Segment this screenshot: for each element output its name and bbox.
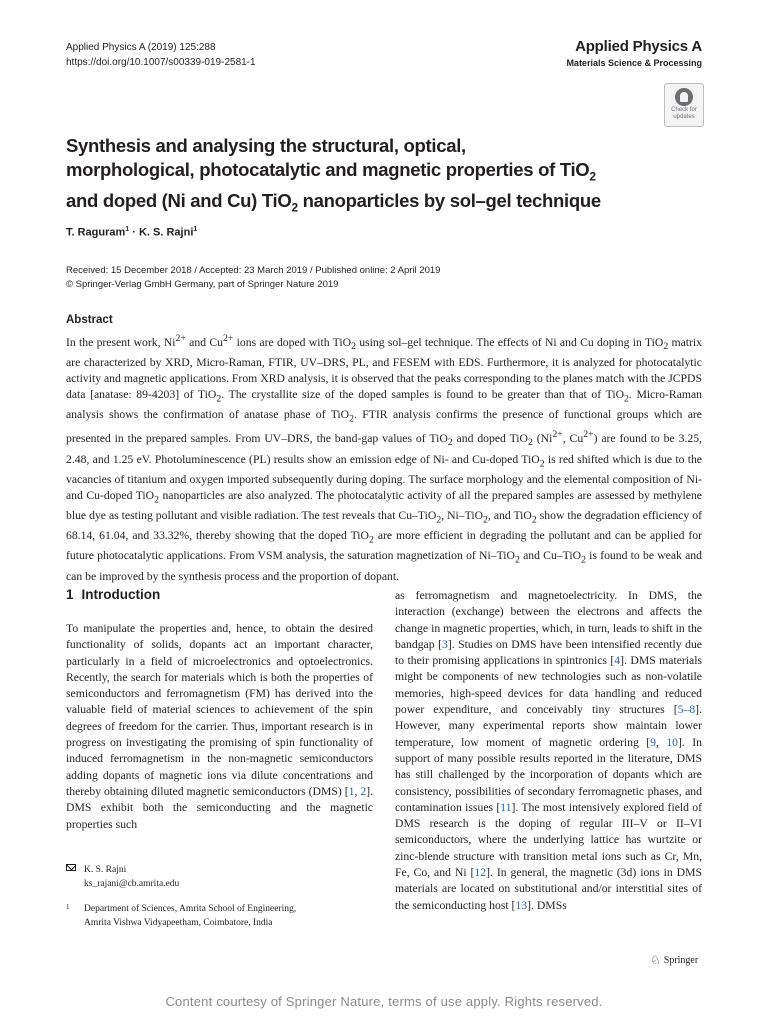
- envelope-icon: [66, 864, 76, 871]
- author-name[interactable]: T. Raguram: [66, 226, 126, 239]
- abstract-text: In the present work, $Ni^{2+}$ and $Cu^{2+}$ ions are doped with TiO$_2$ using sol–gel technique. The effects of Ni and Cu doping in TiO$_2$ matrix are characterized by XRD, Micro-Raman, FTIR, UV–DRS, PL, and FESEM with EDS. Furthermore, it is analyzed for photocatalytic activity and magnetic applications. From XRD analysis, it is observed that the peaks corresponding to the planes match with the JCPDS data [anatase: 89-4203] of TiO$_2$. The crystallite size of the doped samples is found to be greater than that of TiO$_2$. Micro-Raman analysis shows the confirmation of anatase phase of TiO$_2$. FTIR analysis confirms the presence of functional groups which are presented in the prepared samples. From UV–DRS, the band-gap values of TiO$_2$ and doped TiO$_2$ ($Ni^{2+}$, $Cu^{2+}$) are found to be 3.25, 2.48, and 1.25 eV. Photoluminescence (PL) results show an emission edge of Ni- and Cu-doped TiO$_2$ is red shifted which is due to the vacancies of titanium and oxygen imported subsequently during doping. The surface morphology and the elemental composition of Ni- and Cu-doped TiO$_2$ nanoparticles are also analyzed. The photocatalytic activity of all the prepared samples are assessed by methylene blue dye as testing pollutant and visible radiation. The test reveals that Cu–TiO$_2$, Ni–TiO$_2$, and TiO$_2$ show the degradation efficiency of 68.14, 61.04, and 33.32%, thereby showing that the doped TiO$_2$ are more efficient in degrading the pollutant and can be applied for future photocatalytic applications. From VSM analysis, the saturation magnetization of Ni–TiO$_2$ and Cu–TiO$_2$ is found to be weak and can be improved by the synthesis process and the proportion of dopant.: [66, 333, 703, 583]
- journal-name: Applied Physics A: [575, 38, 702, 55]
- abstract-heading: Abstract: [66, 314, 113, 326]
- corresponding-author-footnote: [66, 863, 366, 891]
- citation-link[interactable]: 12: [474, 866, 487, 880]
- publication-dates: Received: 15 December 2018 / Accepted: 23 March 2019 / Published online: 2 April 2019 © Springer-Verlag GmbH Germany, part of Springer Nature 2019: [66, 265, 441, 290]
- doi-link[interactable]: https://doi.org/10.1007/s00339-019-2581-1: [66, 57, 256, 68]
- publisher-logo: ♘ Springer: [650, 953, 699, 967]
- authors: T. Raguram$^1$ · K. S. Rajni$^1$: [66, 226, 198, 239]
- affiliation-footnote: 1 Department of Sciences, Amrita School of Engineering, Amrita Vishwa Vidyapeetham, Coimbatore, India: [66, 903, 297, 928]
- citation-link[interactable]: 9: [650, 735, 656, 749]
- check-for-updates-label: Check for updates: [671, 107, 697, 120]
- citation-link[interactable]: 11: [500, 800, 512, 814]
- citation-link[interactable]: 4: [614, 654, 621, 668]
- springer-horse-icon: ♘: [650, 953, 661, 967]
- citation-link[interactable]: 2: [360, 784, 367, 798]
- section-heading-introduction: 1 Introduction: [66, 587, 161, 602]
- courtesy-notice: Content courtesy of Springer Nature, terms of use apply. Rights reserved.: [165, 994, 603, 1009]
- contact-name: K. S. Rajni: [84, 865, 127, 875]
- article-citation-block: [66, 40, 256, 70]
- author-name[interactable]: K. S. Rajni: [138, 226, 194, 239]
- bookmark-icon: [675, 88, 693, 106]
- citation: Applied Physics A (2019) 125:288: [66, 42, 216, 53]
- contact-email[interactable]: ks_rajani@cb.amrita.edu: [84, 879, 180, 889]
- citation-link[interactable]: 10: [666, 735, 679, 749]
- citation-link[interactable]: 5–8: [677, 703, 696, 717]
- body-column-right: as ferromagnetism and magnetoelectricity. In DMS, the interaction (exchange) between the electrons and affects the change in magnetic properties, which, in turn, leads to shift in the bandgap [3]. Studies on DMS have been intensified recently due to their promising applications in spintronics [4]. DMS materials might be components of new technologies such as non-volatile memories, high-speed devices for data handling and reduced power expenditure, and conceivably tiny structures [5–8]. However, many experimental reports show maintain lower temperature, low moment of magnetic ordering [9, 10]. In support of many possible results reported in the literature, DMS has still challenged by the incorporation of dopants which are consistency, possibilities of secondary ferromagnetic phases, and contamination issues [11]. The most intensively explored field of DMS research is the doping of regular III–V or II–VI semiconductors, where the underlying lattice has wurtzite or zinc-blende structure with transition metal ions such as Cr, Mn, Fe, Co, and Ni [12]. In general, the magnetic (3d) ions in DMS materials are located on substitutional and/or interstitial sites of the semiconducting host [13]. DMSs: [395, 589, 702, 912]
- journal-section: Materials Science & Processing: [566, 58, 702, 68]
- citation-link[interactable]: 1: [348, 784, 355, 798]
- body-column-left: To manipulate the properties and, hence, to obtain the desired functionality of solids, dopants act an important character, particularly in a field of microelectronics and optoelectronics. Recently, the search for materials which is both the properties of semiconductors and ferromagnetism (FM) has derived into the valuable field of material sciences to achievement of the spin degrees of freedom for the carrier. Thus, important research is in progress on investigating the promising of spin functionality of induced ferromagnetism in the non-magnetic semiconductors adding dopants of magnetic ions via dilute concentrations and thereby obtaining diluted magnetic semiconductors (DMS) [1, 2]. DMS exhibit both the semiconducting and the magnetic properties such: [66, 622, 374, 831]
- citation-link[interactable]: 3: [441, 637, 448, 651]
- journal-header: [566, 38, 702, 70]
- citation-link[interactable]: 13: [515, 898, 528, 912]
- article-title: Synthesis and analysing the structural, optical, morphological, photocatalytic and magnetic properties of TiO$_2$ and doped (Ni and Cu) TiO$_2$ nanoparticles by sol–gel technique: [66, 135, 601, 215]
- check-for-updates-button[interactable]: [664, 83, 704, 127]
